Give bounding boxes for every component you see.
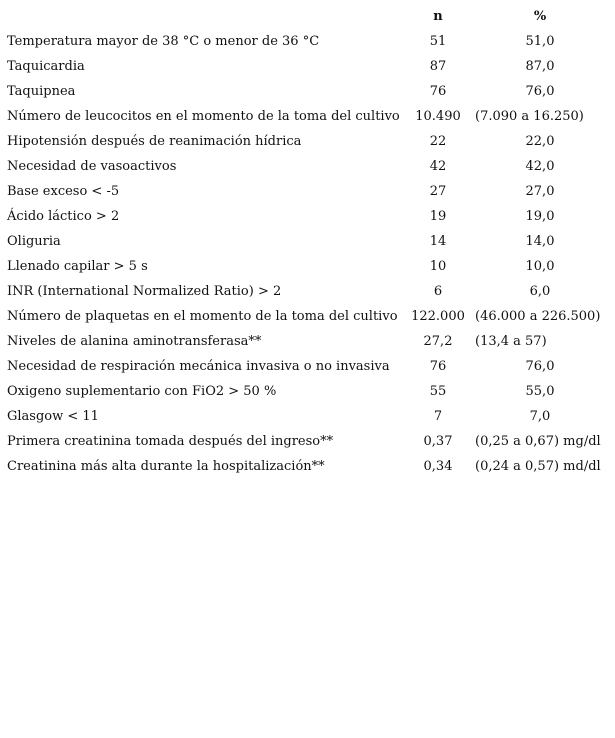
table-row bbox=[0, 129, 615, 154]
row-n: 55 bbox=[429, 384, 447, 399]
row-range: (0,24 a 0,57) md/dl bbox=[475, 459, 601, 474]
row-label: INR (International Normalized Ratio) > 2 bbox=[7, 284, 282, 299]
row-percent: 10,0 bbox=[525, 259, 555, 274]
row-n: 14 bbox=[429, 234, 447, 249]
row-label: Glasgow < 11 bbox=[7, 409, 99, 424]
row-n: 122.000 bbox=[411, 309, 465, 324]
table-row bbox=[0, 104, 615, 129]
row-label: Primera creatinina tomada después del ingreso** bbox=[7, 434, 334, 449]
table-row bbox=[0, 204, 615, 229]
table-row bbox=[0, 379, 615, 404]
header-n: n bbox=[433, 9, 443, 24]
row-n: 27 bbox=[429, 184, 447, 199]
row-percent: 14,0 bbox=[525, 234, 555, 249]
row-percent: 87,0 bbox=[525, 59, 555, 74]
row-n: 6 bbox=[433, 284, 443, 299]
table-row bbox=[0, 79, 615, 104]
table-row bbox=[0, 279, 615, 304]
table-row bbox=[0, 154, 615, 179]
header-percent: % bbox=[533, 9, 547, 24]
row-label: Necesidad de vasoactivos bbox=[7, 159, 177, 174]
row-n: 10.490 bbox=[415, 109, 461, 124]
row-label: Necesidad de respiración mecánica invasiva o no invasiva bbox=[7, 359, 390, 374]
row-label: Oxigeno suplementario con FiO2 > 50 % bbox=[7, 384, 277, 399]
row-label: Taquipnea bbox=[7, 84, 76, 99]
table-row bbox=[0, 354, 615, 379]
row-percent: 51,0 bbox=[525, 34, 555, 49]
table-row bbox=[0, 329, 615, 354]
row-n: 10 bbox=[429, 259, 447, 274]
row-label: Base exceso < -5 bbox=[7, 184, 120, 199]
table-row bbox=[0, 254, 615, 279]
table-row bbox=[0, 304, 615, 329]
row-percent: 6,0 bbox=[529, 284, 551, 299]
row-percent: 76,0 bbox=[525, 84, 555, 99]
row-label: Taquicardia bbox=[7, 59, 85, 74]
table-row bbox=[0, 429, 615, 454]
table-row bbox=[0, 404, 615, 429]
table-row bbox=[0, 29, 615, 54]
table-header bbox=[0, 4, 615, 29]
row-label: Hipotensión después de reanimación hídrica bbox=[7, 134, 302, 149]
row-percent: 42,0 bbox=[525, 159, 555, 174]
row-range: (7.090 a 16.250) bbox=[475, 109, 584, 124]
row-label: Llenado capilar > 5 s bbox=[7, 259, 148, 274]
row-percent: 7,0 bbox=[529, 409, 551, 424]
row-label: Oliguria bbox=[7, 234, 61, 249]
row-n: 87 bbox=[429, 59, 447, 74]
table-row bbox=[0, 229, 615, 254]
row-n: 7 bbox=[433, 409, 443, 424]
row-percent: 27,0 bbox=[525, 184, 555, 199]
row-percent: 76,0 bbox=[525, 359, 555, 374]
row-range: (46.000 a 226.500) bbox=[475, 309, 601, 324]
row-n: 19 bbox=[429, 209, 447, 224]
row-range: (0,25 a 0,67) mg/dl bbox=[475, 434, 601, 449]
row-range: (13,4 a 57) bbox=[475, 334, 547, 349]
row-label: Número de leucocitos en el momento de la toma del cultivo bbox=[7, 109, 400, 124]
row-percent: 19,0 bbox=[525, 209, 555, 224]
row-n: 76 bbox=[429, 84, 447, 99]
row-n: 22 bbox=[429, 134, 447, 149]
row-percent: 55,0 bbox=[525, 384, 555, 399]
row-label: Niveles de alanina aminotransferasa** bbox=[7, 334, 262, 349]
table-row bbox=[0, 454, 615, 479]
row-label: Creatinina más alta durante la hospitalización** bbox=[7, 459, 325, 474]
row-n: 51 bbox=[429, 34, 447, 49]
row-label: Ácido láctico > 2 bbox=[7, 209, 120, 224]
table-row bbox=[0, 179, 615, 204]
data-table bbox=[0, 4, 615, 479]
row-n: 42 bbox=[429, 159, 447, 174]
table-row bbox=[0, 54, 615, 79]
row-label: Temperatura mayor de 38 °C o menor de 36 °C bbox=[7, 34, 320, 49]
row-percent: 22,0 bbox=[525, 134, 555, 149]
row-n: 76 bbox=[429, 359, 447, 374]
row-n: 27,2 bbox=[423, 334, 453, 349]
row-n: 0,37 bbox=[423, 434, 453, 449]
row-n: 0,34 bbox=[423, 459, 453, 474]
row-label: Número de plaquetas en el momento de la toma del cultivo bbox=[7, 309, 398, 324]
